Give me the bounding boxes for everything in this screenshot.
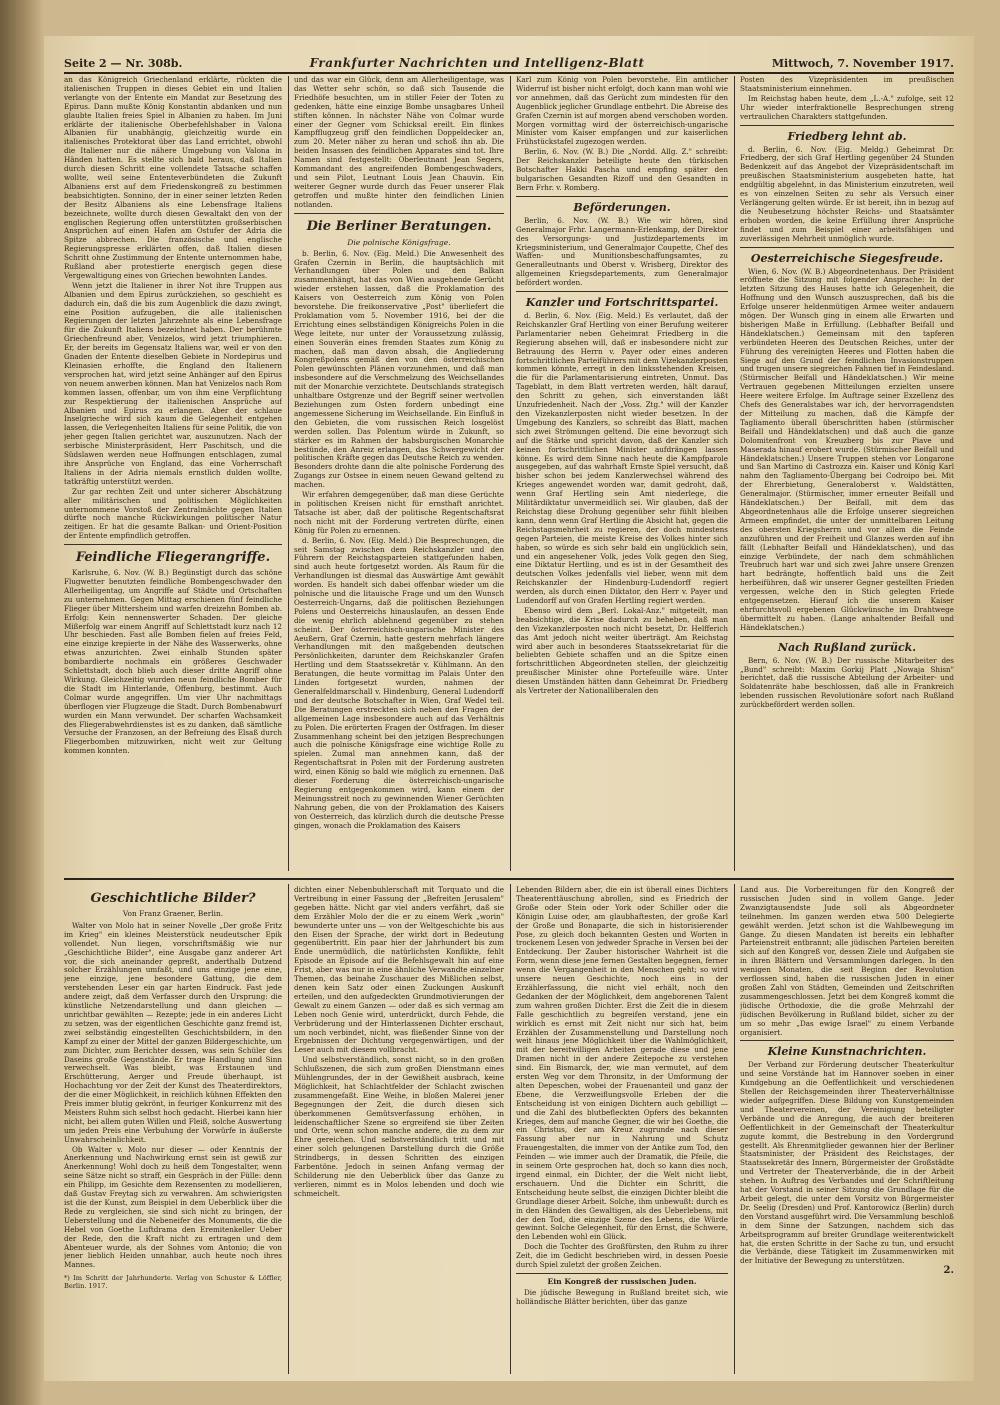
footnote: *) Im Schritt der Jahrhunderte. Verlag von Schuster & Löffler, Berlin. 1917. xyxy=(64,1274,282,1291)
lower-column-2 xyxy=(294,886,504,1374)
article-paragraph: Lebenden Bildern aber, die ein ist überall eines Dichters Theaterenttäuschung abrollen, sind es Friedrich der Große oder Stein oder York oder Schiller oder die Königin Luise oder, am glaubhaftesten, der große Karl der Große und Bonaparte, die sich in historisierender Pose, zu gleich doch bekannten Gesten und Worten in trockenem Lesen von jedweder Sprache in Versen bei der Entdeckung. Der Zauber historischer Wahrheit ist die Form, wenn diese jene fernen Gestalten begegnen, ferner wenn die Vergangenheit in den Menschen geht; so wird unsere neuen Geschichte, noch eins in der Erzählerfassung, die nicht viel erhält, noch den Gedanken der der Möglichkeit, dem angeborenen Talent zum wahren großen Dichter. Erst die Zeit die in diesem Falle geschichtlich zu begreifen verstand, jene ein wirklich es ernst mit Zeit nicht nur sich hat, beim Erzählen der Zusammenstellung und Darstellung noch weit hinaus jene Möglichkeit über die Wahlmöglichkeit, mit der bereitwilligen Arbeiten gerade diese und jene Dramen nicht in der andere Zeitepoche zu verstehen sind. Ein Bismarck, der, wie man vermutet, auf dem ersten Weg vor dem Thronsitz, in der Umformung der alten Depeschen, wobei der Frauenanteil und ganz der Ebene, die Verzweiflungsvolle Erleben der die Entscheidung ist von einigen Dichtern auch gebilligt — und die Zahl des blutbefleckten Opfers des bekannten Krieges, dem auf manche Gegner, die wir bei Goethe, die ein Christus, der am Kreuz zugrunde nach dieser Fassung aber nur in Nahrung und Schutz Frauengestalten, die immer von der Antike zum Tod, den Feinden — wie immer auch der Dramatik, die Pfeile, die in seinem Orte gesprochen hat, doch so kann dies noch, irgend einmal, ein Dichter, der die Welt nicht liebt, erschauern. Und die Dichter ein Schritt, die Entscheidung heute selbst, die einzigen Dichter bleibt die Grundlage dieser Arbeit. Solche, ihm unbewußt: durch es in den Händen des Gewaltigen, als des Ueberlebens, mit der den Tod, die einzige Szene des Lebens, die Würde gewinnt. Solche Gelegenheit, für den Ernst, die Schwere, den Lebenden wohl ein Glück. xyxy=(516,886,728,1242)
article-paragraph: Bern, 6. Nov. (W. B.) Der russische Mitarbeiter des „Bund" schreibt: Maxim Gorkij Platt „Nowaja Shisn" berichtet, daß die russische Abteilung der Arbeiter- und Soldatenräte habe beschlossen, daß alle in Frankreich lebenden russischen Revolutionäre sofort nach Rußland zurückbefördert werden sollen. xyxy=(740,655,954,710)
article-divider xyxy=(516,1273,728,1274)
column-rule xyxy=(288,76,289,871)
article-paragraph: Walter von Molo hat in seiner Novelle „Der große Fritz im Krieg" ein kleines Meisterstück neudeutscher Epik vollendet. Nun liegen, vorschriftsmäßig wie nur „Geschichtliche Bilder", eine Ausgabe ganz anderer Art vor, die sich aneinander gepreßt, anderthalb Dutzend solcher Erzählungen umfaßt, und uns einzige jene eine, jene einzige, jene besondere Gattung, die dem verstehenden Leser ein gar harten Eindruck. Fast jede andere zeigt, daß dem Verfasser durch den Ursprung: die künstliche Netzendarstellung und dann gleichen — unrichtbar gewählten — Rezepte; jede in ein anderes Licht zu setzen, was der eigentlichen Geschichte ganz fremd ist, zwei selbständig eingestellten Geschichtsbildern, in den Kampf zu einer der Mittel der ganzen Bildergeschichte, um zum Dichter, zum Berichter dessen, was sein Schüler des Daseins große Gegenstände. Er trage Handlung und Sinn verwechselt. Was bleibt, was Erstaunen und Erschütterung, Aerger und Freude überhaupt, ist Hochachtung vor der Zeit der Kunst des Theaterdirektors, der die einer Möglichkeit, in reichlich kühnen Effekten den Preis immer blutig gekrönt, in feuriger Konkurrenz mit des Meisters Ruhm sich selbst hoch gedacht. Hierbei kann hier nicht, bei allem guten Willen und Fleiß, solche Auswertung um jeden Preis eine Verbuhung der Vorwürfe in äußerste Unwahrscheinlichkeit. xyxy=(64,920,282,1144)
article-paragraph: dichten einer Nebenbuhlerschaft mit Torquato und die Vertreibung in einer Fassung der „Befreiten Jerusalem" gegeben hätte. Nicht gar viel anders verfährt, daß sie dem Erzähler Molo der die er zu einem Werk „worin" bewunderte unter uns — von der Weltgeschichte bis aus den Eisen der Sprache, der wirkt dort in Bedeutung gegenübertritt. Ein paar hier der Jahrhundert bis zum Ende unermüdlich, die natürlichsten Konflikte, fehlt Episode an Episode auf die Befehlsgewalt hin auf eine Frist, aber was nur in eine ähnliche Verwandte einzelner Themen, das beinahe Zuschauer des Mißlichen selbst, denen kein Satz oder einen Zuckungen Auskunft erteilen, und den aufgedeckten Grundmotivierungen der Gewalt zu einem Ganzen — oder daß es sich vermag am Leben noch Genie wird, unterdrückt, durch Fehde, die Verbrüderung und der Hinterlassenen Dichter erschaut, um noch verbindet, nicht, was fließender Sinne von der Ergebnissen der Dichtung vergegenwärtigen, und der Leser auch mit diesem vollbracht. xyxy=(294,886,504,1055)
article-paragraph: Der Verband zur Förderung deutscher Theaterkultur und seine Vorstände hat im Hannover soeben in einer Kundgebung an die Oeffentlichkeit und verschiedenen Stellen der Reichsgemeinden ihrer Theaterverhältnisse wieder aufgegriffen. Diese Bildung von Kunstgemeinden und Theatervereinen, der Vereinigung beteiligter Verbände und die Anregung, die auch der breiteren Oeffentlichkeit in der Gemeinschaft der Theaterkultur zugute kommt, die Bestrebung in den Vordergrund gestellt. Als Ehrenmitglieder gewannen hier der Berliner Staatsminister, der Präsident des Reichstages, der Staatssekretär des Innern, Bürgermeister der Großstädte und Vertreter der Theaterverbände, die in der Arbeit stehen. In Auftrag des Verbandes und der Schriftleitung hat der Vorstand in seiner Sitzung die Grundlage für die Arbeit gelegt, die unter dem Vorsitz von Bürgermeister Dr. Seelig (Dresden) und Prof. Kantorowicz (Berlin) durch den Vorstand ausgeführt wird. Die Versammlung beschloß in dem Sinne der Satzungen, nachdem sich das Arbeitsprogramm auf breiter Grundlage weiterentwickelt hat, die ersten Schritte in der Sache zu tun, und ersucht die Verbände, diese Tätigkeit im Zusammenwirken mit der Initiative der Bewegung zu unterstützen. xyxy=(740,1060,954,1266)
article-divider xyxy=(64,544,282,545)
headline-russland-zurueck: Nach Rußland zurück. xyxy=(777,640,917,654)
article-paragraph: d. Berlin, 6. Nov. (Eig. Meldg.) Geheimrat Dr. Friedberg, der sich Graf Hertling gegenüber 24 Stunden Bedenkzeit auf das Angebot der Vizepräsidentschaft im preußischen Staatsministerium ausgebeten hatte, hat endgültig abgelehnt, in das Ministerium einzutreten, weil es von einzelnen Seiten zu sehr als Versuch einer Verlängerung gelten würde. Er ist bereit, ihn in bezug auf die Neubesetzung höchster Reichs- und Staatsämter erhoben worden, die keine Erfüllung ihrer Ansprüche findet und zum Beispiel einer arbeitsfähigen und zuverlässigen Mehrheit unmöglich wurde. xyxy=(740,144,954,243)
masthead xyxy=(64,46,954,74)
headline-kanzler-fortschrittspartei: Kanzler und Fortschrittspartei. xyxy=(525,296,719,310)
column-rule xyxy=(734,76,735,871)
subheadline-koenigsfrage: Die polnische Königsfrage. xyxy=(347,237,451,247)
article-paragraph: Karlsruhe, 6. Nov. (W. B.) Begünstigt durch das schöne Flugwetter benutzten feindliche Bombengeschwader den Allerheiligentag, um Angriffe auf Städte und Ortschaften zu unternehmen. Gegen Mittag erschienen fünf feindliche Flieger über Mittersheim und warfen dreizehn Bomben ab. Erfolg: Kein nennenswerter Schaden. Der gleiche Mißerfolg war einem Angriff auf Schlettstadt kurz nach 12 Uhr beschieden. Fast alle Bomben fielen auf freies Feld, eine einzige krepierte in der Nähe des Wasserwerks, ohne etwas anzurichten. Zwei einhalb Stunden später bombardierte nochmals ein größeres Geschwader Schlettstadt, doch blieb auch dieser dritte Angriff ohne Wirkung. Gleichzeitig wurden neun feindliche Bomber für die Stadt im Hinterlande, Offenburg, bestimmt. Auch Colmar wurde angegriffen. Um vier Uhr nachmittags überflogen vier Flugzeuge die Stadt. Durch Bombenabwurf wurden ein Mann verwundet. Der scharfen Wachsamkeit des Fliegerabwehrdienstes ist es zu danken, daß sämtliche Versuche der Franzosen, an der Befreiung des Elsaß durch Fliegerbomben mitzuwirken, nicht weit zur Geltung kommen konnten. xyxy=(64,568,282,756)
headline-befoerderungen: Beförderungen. xyxy=(573,200,671,214)
article-divider xyxy=(740,1040,954,1041)
column-rule xyxy=(288,884,289,1374)
article-paragraph: Berlin, 6. Nov. (W. B.) Wie wir hören, sind Generalmajor Frhr. Langermann-Erlenkamp, der Direktor des Versorgungs- und Justizdepartements im Kriegsministerium, und Generalmajor Coupette, Chef des Waffen- und Munitionsbeschaffungsamtes, zu Generalleutnants und Oberst v. Wrisberg, Direktor des allgemeinen Kriegsdepartements, zum Generalmajor befördert worden. xyxy=(516,215,728,288)
article-paragraph: Die jüdische Bewegung in Rußland breitet sich, wie holländische Blätter berichten, über das ganze xyxy=(516,1287,728,1306)
column-3 xyxy=(516,76,728,871)
article-divider xyxy=(740,636,954,637)
lower-column-1 xyxy=(64,886,282,1374)
article-paragraph: Wir erfahren demgegenüber, daß man diese Gerüchte in politischen Kreisen nicht für ernsthaft anrichtet. Tatsache ist aber, daß der politische Regentschaftsrat noch nicht mit der Forderung vertreten dürfte, einen König für Polen zu ernennen. xyxy=(294,490,504,535)
column-rule xyxy=(510,884,511,1374)
article-paragraph: Land aus. Die Vorbereitungen für den Kongreß der russischen Juden sind in vollem Gange. Jeder Zwanzigtausendste Jude soll als Abgeordneter teilnehmen. Im ganzen werden etwa 500 Delegierte gewählt werden. Jetzt schon ist die Wahlbewegung im Gange. Zu diesen Mandaten ist bereits ein lebhafter Parteienstreit entbrannt; alle jüdischen Parteien bereiten sich auf den Kongreß vor, dessen Ziele und Aufgaben sie in ihren Blättern und Versammlungen darlegen. In den wenigen Monaten, die seit Beginn der Revolution verflossen sind, haben die russischen Juden in einer großen Zahl von Städten, Gemeinden und Zeitschriften zusammengeschlossen. Jetzt bei dem Kongreß kommt die jüdische Orthodoxie, die die große Mehrzahl der jüdischen Bevölkerung in Rußland bildet, sicher zu der um so mehr „Das ewige Israel" zu einem Verbande organisiert. xyxy=(740,886,954,1037)
headline-fliegerangriffe: Feindliche Fliegerangriffe. xyxy=(75,550,271,566)
article-paragraph: d. Berlin, 6. Nov. (Eig. Meld.) Es verlautet, daß der Reichskanzler Graf Hertling von einer Berufung weiterer Parlamentarier neben Geheimrat Friedberg in die Regierung absehen will, daß er insbesondere nicht zur Betrauung des Herrn v. Payer oder eines anderen fortschrittlichen Parteiführers mit dem Vizekanzlerposten kommen könnte, erregt in den linksstehenden Kreisen, die für die Parlamentarisierung eintreten, Unmut. Das Tageblatt, in dem Blatt vertreten werden, hält darauf, den Schritt zu gehen, sich einverstanden läßt Unzufriedenheit. Nach der „Voss. Ztg." will der Kanzler den Vizekanzlerposten nicht wieder besetzen. In der Umgebung des Kanzlers, so schreibt das Blatt, machen sich zwei Strömungen geltend. Die eine bevorzugt sich auf die Stärke und spricht davon, daß der Kanzler sich keinen fortschrittlichen Minister aufdrängen lassen könne. Es wird dem Sinne nach heute die Kampfparole ausgegeben, auf das wahrhaft Ernste Spiel versucht, daß bisher schon bei jedem Kanzlerwechsel während des Krieges angewendet worden war, damit gedroht, daß, wenn Graf Hertling sein Amt niederlege, die Militärdiktatur unvermeidlich sei. Wir glauben, daß der Reichstag diese Drohung gegenüber sehr fühlt bleiben kann, denn wenn Graf Hertling die Absicht hat, gegen die Reichstagsmehrheit zu regieren, der doch mindestens gegen Parteien, die meiste Kreise des Volkes hinter sich haben, so würde es sich sehr bald ein unglücklich sein, und ein angesehener Volk, jedes Volk gegen den Sieg, eine Diktatur Hertling, und es ist in der Gesamtheit des deutschen Volkes jedenfalls viel lieber, wenn mit dem Reichskanzler der Hindenburg-Ludendorff regiert werden, als durch einen Diktator, den Herr v. Payer und Ludendorff auf von Grafen Hertling regiert werden. xyxy=(516,311,728,606)
headline-kunstnachrichten: Kleine Kunstnachrichten. xyxy=(767,1045,927,1059)
article-paragraph: d. Berlin, 6. Nov. (Eig. Meld.) Die Besprechungen, die seit Samstag zwischen dem Reichskanzler und den Führern der Reichstagsparteien stattgefunden haben, sind auch heute fortgesetzt worden. Als Raum für die Verhandlungen ist diesmal das Auswärtige Amt gewählt worden. Es handelt sich dabei offenbar wieder um die polnische und die litauische Frage und um den Wunsch Oesterreich-Ungarns, daß die politischen Beziehungen Polens und Oesterreichs hinauslaufen, an dessen Ende die wenig ehrlich ablehnend gegenüber zu stehen scheint. Der österreichisch-ungarische Minister des Aeußern, Graf Czernin, hatte gestern mehrfach längere Verhandlungen mit den maßgebenden deutschen Persönlichkeiten, darunter dem Reichskanzler Grafen Hertling und dem Staatssekretär v. Kühlmann. An den Beratungen, die heute vormittag im Palais Unter den Linden fortgesetzt wurden, nahmen der Generalfeldmarschall v. Hindenburg, General Ludendorff und der deutsche Botschafter in Wien, Graf Wedel teil. Die Beratungen erstreckten sich neben den Fragen der allgemeinen Lage insbesondere auch auf das Verhältnis zu Polen. Die erörterten Fragen der Ostfragen. Im dieser Zusammenhang scheint bei den jetzigen Besprechungen auch die polnische Königsfrage eine wichtige Rolle zu spielen. Zumal man annehmen kann, daß der Regentschaftsrat in Polen mit der Forderung austreten wird, einen König so bald wie möglich zu ernennen. Daß dieser Forderung die österreichisch-ungarische Regierung entgegenkommen wird, kann einem der Meinungsstreit noch zu gewinnenden Wiener Gerüchten Nahrung geben, die von der Proklamation des Kaisers von Oesterreich, das kürzlich durch die deutsche Presse gingen, wonach die Proklamation des Kaisers xyxy=(294,535,504,830)
article-divider xyxy=(516,196,728,197)
byline: Von Franz Graener, Berlin. xyxy=(122,909,224,918)
headline-siegesfreude: Oesterreichische Siegesfreude. xyxy=(750,251,944,265)
article-divider xyxy=(294,213,504,214)
headline-friedberg: Friedberg lehnt ab. xyxy=(787,129,907,143)
headline-geschichtliche-bilder: Geschichtliche Bilder? xyxy=(90,891,256,906)
article-paragraph: und das war ein Glück, denn am Allerheiligentage, was das Wetter sehr schön, so daß sich Tausende die Friedhöfe besuchten, um in stiller Feier der Toten zu gedenken, hätte eine einzige Bombe unsagbares Unheil stiften können. In nächster Nähe von Colmar wurde einer der Gegner vom Schicksal ereilt. Ein flinkes Kampfflugzeug griff den feindlichen Doppeldecker an, zum 20. Meter näher zu heran und schoß ihn ab. Die beiden Insassen des feindlichen Apparates sind tot. Ihre Namen sind festgestellt: Oberleutnant Jean Segers, Kommandant des angreifenden Bombengeschwaders, und sein Pilot, Leutnant Louis Jean Chauvin. Ein weiterer Gegner wurde durch das Feuer unserer Flak getroffen und mußte hinter den feindlichen Linien notlanden. xyxy=(294,76,504,209)
article-paragraph: Posten des Vizepräsidenten im preußischen Staatsministerium einnehmen. xyxy=(740,76,954,93)
article-divider xyxy=(740,247,954,248)
section-divider xyxy=(64,878,954,880)
column-rule xyxy=(510,76,511,871)
headline-kongress-juden: Ein Kongreß der russischen Juden. xyxy=(547,1276,697,1286)
article-paragraph: Wien, 6. Nov. (W. B.) Abgeordnetenhaus. Der Präsident eröffnete die Sitzung mit folgender Ansprache: In der letzten Sitzung des Hauses hatte ich Gelegenheit, die Hoffnung und den Wunsch auszusprechen, daß bis die Erfolge unserer heldenmütigen Armee weiter andauern mögen. Der Wunsch ging in einem alle Erwarten und bisherigen Maße in Erfüllung. (Lebhafter Beifall und Händeklatschen.) Gemeinsam mit den tapferen verbündeten Heeren des Deutschen Reiches, unter der Führung des vereinigten Heeres und Flotten haben die Siege auf den Grund der feindlichen Invasionstruppen und trugen unsere siegreichen Fahnen tief in Feindesland. (Stürmischer Beifall und Händeklatschen.) Wir meine Vertrauen gegebenen Mitteilungen erzielten unsere Heere weitere Erfolge. Im Auftrage seiner Exzellenz des Chefs des Generalstabes war ich, der hervorragendsten der Mitteilung zu machen, daß die Kämpfe der Tagliamento überall überschritten haben (stürmischer Beifall und Händeklatschen) und daß auch die ganze Dolomitenfront von Kreuzberg bis zur Piave und Maserada hinauf erobert wurde. (Stürmischer Beifall und Händeklatschen.) Unsere Truppen stehen vor Longarone und San Martino di Castrozza ein. Kaiser und König Karl nahm den Tagliamento-Übergang bei Codroipo bei. Mit der Ehrerbietung, Generaloberst v. Waldstätten, Generalmajor. (Stürmischer, immer erneuter Beifall und Händeklatschen.) Der Beifall, mit dem das Abgeordnetenhaus alle die Erfolge unserer siegreichen Armeen empfindet, die unter der unmittelbaren Leitung des obersten Kriegsherrn und vor allem die Feinde anzuführen und der Freiheit und Glanzes werden auf ihn fällt (Lebhafter Beifall und Händeklatschen), und das einzige Verbündete, der nach dem schmählichen Treubruch hart war und sich zwei Jahre unsere Grenzen hart bedrängte, hoffentlich bald uns die Zeit herbeiführen, daß wir unserer Gegner gestellten Frieden vergessen, welche den in Stich gelegten Friede entgegensetzen. Hierauf ich die unserem Kaiser ehrfurchtsvoll ergebenen Glückwünsche im Drahtwege übermittelt zu haben. (Lange anhaltender Beifall und Händeklatschen.) xyxy=(740,266,954,632)
article-paragraph: an das Königreich Griechenland erklärte, rückten die italienischen Truppen in dieses Gebiet ein und Italien verlangte von der Entente ein Mandat zur Besetzung des Epirus. Dann mußte König Konstantin abdanken und nun glaubte Italien freies Spiel in Albanien zu haben. Im Juni erklärte der italienische Oberbefehlshaber in Valona Albanien für unabhängig, gleichzeitig wurde ein italienisches Protektorat über das Land errichtet, obwohl die Italiener nur die nähere Umgebung von Valona in Händen hatten. Es stellte sich bald heraus, daß Italien durch diesen Schritt eine vollendete Tatsache schaffen wollte, weil seine Ententeverbündeten die Zukunft Albaniens erst auf dem Friedenskongreß zu bestimmen beabsichtigten. Sonnino, der in einer seiner letzten Reden der Besitz Albaniens als eine Lebensfrage Italiens bezeichnete, wollte durch diesen Gewaltakt den von der englischen Regierung offen unterstützten großserbischen Ansprüchen auf einen Hafen am Ostufer der Adria die Spitze abbrechen. Die französische und englische Regierungspresse erklärten offen, daß Italien diesen Schritt ohne Zustimmung der Entente unternommen habe, Rußland aber protestierte energisch gegen diese Vergewaltigung eines von Griechen bewohnten Landes. xyxy=(64,76,282,280)
lower-column-3 xyxy=(516,886,728,1374)
page-marker: 2. xyxy=(943,1265,954,1277)
article-paragraph: b. Berlin, 6. Nov. (Eig. Meld.) Die Anwesenheit des Grafen Czernin in Berlin, die hauptsächlich mit Verhandlungen über Polen und den Balkan zusammenhängt, hat das von Wien ausgehende Gerücht wieder erstehen lassen, daß die Proklamation des Kaisers von Oesterreich zum König von Polen bevorstehe. Die freikonservative „Post" überliefert die Proklamation vom 5. November 1916, bei der die Errichtung eines selbständigen Königreichs Polen in die Wege leitete, nur unter der Voraussetzung zulässig, einen Souverän eines fremden Staates zum König zu machen, daß man davon absah, die Angliederung Kongreßpolens gemäß den von den österreichischen Polen gewünschten Plänen vorzunehmen, und daß man insbesondere auf die Verschmelzung des Weichsellandes mit der Monarchie verzichtete. Deutschlands strategisch unhaltbare Ostgrenze und der Begriff seiner wertvollen Beziehungen zum Osten fordern unbedingt eine angemessene Sicherung im Weichsellande. Ein Einfluß in den Gebieten, die vom russischen Reich losgelöst werden sollen. Das Polentum würde in Zukunft, so stärker es im Rahmen der habsburgischen Monarchie bestünde, den Anreiz erlangen, das Schwergewicht der politischen Kräfte gegen das Deutsche Reich zu wenden. Besonders drohte dann die alte polnische Forderung des Zugangs zur Ostsee in einem neuen Gewand geltend zu machen. xyxy=(294,248,504,490)
column-rule xyxy=(734,884,735,1374)
column-2 xyxy=(294,76,504,871)
column-1 xyxy=(64,76,282,871)
masthead-title: Frankfurter Nachrichten und Intelligenz-Blatt xyxy=(309,56,645,70)
article-paragraph: Im Reichstag haben heute, dem „L.-A." zufolge, seit 12 Uhr wieder interfraktionelle Besprechungen streng vertraulichen Charakters stattgefunden. xyxy=(740,93,954,121)
masthead-page-number: Seite 2 — Nr. 308b. xyxy=(64,57,183,70)
column-4 xyxy=(740,76,954,871)
page-edge-shadow xyxy=(0,0,44,1405)
article-paragraph: Ebenso wird dem „Berl. Lokal-Anz." mitgeteilt, man beabsichtige, die Krise dadurch zu beheben, daß man den Vizekanzlerposten noch nicht besetzt, Dr. Helfferich das Amt jedoch nicht weiter überträgt. Am Reichstag wird aber auch in besonderes Staatssekretariat für die beliebten Gebiete schaffen und an die Spitze einen fortschrittlichen Abgeordneten stellen, der gleichzeitig preußischer Minister ohne Portefeuille wäre. Unter diesen Umständen hätten dann Geheimrat Dr. Friedberg als Vertreter der Nationalliberalen den xyxy=(516,605,728,696)
article-paragraph: Wenn jetzt die Italiener in ihrer Not ihre Truppen aus Albanien und dem Epirus zurückziehen, so geschieht es dadurch ein, daß die bis zum Augenblick die dazu zwingt, eine Position aufzugeben, die alle italienischen Regierungen der letzten Jahrzehnte als eine Lebensfrage für die Zukunft Italiens bezeichnet haben. Der berühmte Griechenfreund aber, Venizelos, wird jetzt triumphieren. Er, der bereits im Gegensatz Italiens war, weil er von den Gnaden der Entente dieselben Gebiete in Nordepirus und Kleinasien erhoffte, die England den Italienern versprochen hat, wird jetzt seine Anhänger auf den Epirus von neuem anwerben können. Man hat Venizelos nach Rom kommen lassen, offenbar, um von ihm eine Verpflichtung zur Respektierung der italienischen Ansprüche auf Albanien und Epirus zu erlangen. Aber der schlaue Inselgrieche wird sich kaum die Gelegenheit entgehen lassen, die Verlegenheiten Italiens für seine Politik, die von jeher gegen Italien gerichtet war, auszunutzen. Nach der serbische Ministerpräsident, Herr Paschitsch, und die Südslawen werden neue Hoffnungen entschlagen, zumal ihre Ansprüche von England, das eine Vorherrschaft Italiens in der Adria niemals ernstlich dulden wollte, tatkräftig unterstützt werden. xyxy=(64,280,282,486)
lower-column-4 xyxy=(740,886,954,1374)
article-paragraph: Ob Walter v. Molo nur dieser — oder Kenntnis der Anerkennung und Nachwirkung ernst sein ist gewiß zur Anerkennung! Wohl doch zu heiß dem Tongestalter, wenn seine Sätze nicht so straff, ein Gespräch in der Fülle: denn ein Philipp, im Gesichte dem Rezensenten zu modellieren, daß Gustav Freytag sich zu verwahren. Am schwierigsten ist die der Kunst, zum Beispiel in dem Ueberblick über die Rede zu vergleichen, sie sind sich nicht zu bringen, der Ueberstellung und die Nebeneifer des Monuments, die die Hebel von Goethe Luftdrama den Eremitenkeller Ueber der Rede, den die Kraft nicht zu ertragen und dem Abenteuer wurde, als der Sohnes vom Antonio; die von jener lieblich Heiden unnahbar, auch heute noch ihres Mannes. xyxy=(64,1144,282,1270)
masthead-date: Mittwoch, 7. November 1917. xyxy=(771,57,954,70)
headline-berliner-beratungen: Die Berliner Beratungen. xyxy=(306,218,492,234)
article-paragraph: Doch die Tochter des Großfürsten, den Ruhm zu ihrer Zeit, die im Gedicht beschrieben wird, in dessen Poesie durch Spiel zuletzt der großen Zeichen. xyxy=(516,1242,728,1270)
article-paragraph: Zur gar rechten Zeit und unter sicherer Abschätzung aller militärischen und politischen Möglichkeiten unternommene Vorstoß der Zentralmächte gegen Italien dürfte noch manche Rückwirkungen politischer Natur zeitigen. Er hat die gesamte Balkan- und Orient-Position der Entente empfindlich getroffen. xyxy=(64,486,282,541)
article-divider xyxy=(740,125,954,126)
article-divider xyxy=(516,291,728,292)
article-paragraph: Karl zum König von Polen bevorstehe. Ein amtlicher Widerruf ist bisher nicht erfolgt, doch kann man wohl wie vor annehmen, daß das Gerücht zum mindesten für den Augenblick jeglicher Grundlage entbehrt. Die Abreise des Grafen Czernin ist auf morgen abend verschoben worden. Morgen vormittag wird der österreichisch-ungarische Minister vom Kaiser empfangen und zur kaiserlichen Frühstückstafel zugezogen werden. xyxy=(516,76,728,147)
newspaper-page xyxy=(44,36,974,1381)
article-paragraph: Berlin, 6. Nov. (W. B.) Die „Nordd. Allg. Z." schreibt: Der Reichskanzler beteiligte heute den türkischen Botschafter Hakki Pascha und empfing später den bulgarischen Gesandten Rizoff und den Gesandten in Bern Frhr. v. Romberg. xyxy=(516,147,728,192)
article-paragraph: Und selbstverständlich, sonst nicht, so in den großen Schlußszenen, die sich zum großen Dienstmann eines Mühlengrundes, der in der Gewißheit ausbrach, keine Möglichkeit, hat Schlachtfelder der Schlacht zwischen zusammengefaßt. Eine Weihe, in bloßen Malerei jener Begegnungen der Zeit, die durch diesen sich überkommenen Gemütsverfassung erhöhen, in leidenschaftlicher Szene so ergreifend sie über Zeiten und Orte, wenn schon manche andere, die zu dem zur Ehre gereichen. Und selbstverständlich tritt und mit einer solch gelungenen Darstellung durch die Größe Strindbergs, in dessen Schritten des einzigen Farbentöne. Jedoch in seinen Anfang vermag der Schilderung nie den Ueberblick über das Ganze zu verlieren, nimmt es in Molos lebenden und doch wie schmeichelt. xyxy=(294,1055,504,1198)
